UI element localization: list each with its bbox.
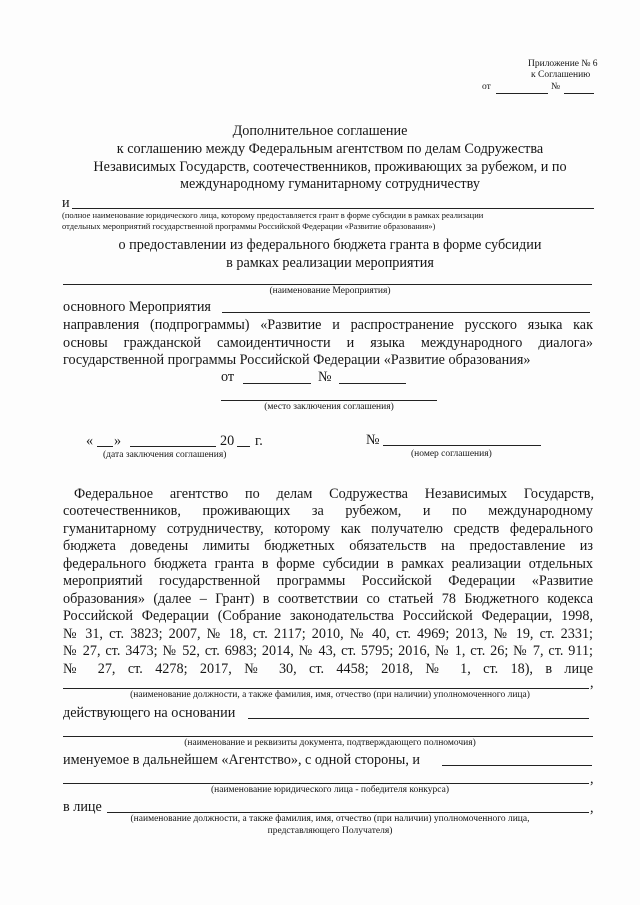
program-line-2: основы гражданской самоидентичности и языка международного диалога»: [63, 335, 593, 351]
program-line-1: направления (подпрограммы) «Развитие и распространение русского языка как: [63, 317, 593, 333]
title-line-4: международному гуманитарному сотрудничеству: [180, 176, 480, 192]
and-label: и: [62, 195, 70, 211]
body-line-1: Федеральное агентство по делам Содружества Независимых Государств,: [74, 486, 594, 502]
no-label: №: [318, 369, 332, 385]
body-line-7: образования» (далее – Грант) в соответствии со статьей 78 Бюджетного кодекса: [63, 591, 593, 607]
annex-line-1: Приложение № 6: [528, 59, 598, 69]
in-person-label: в лице: [63, 799, 102, 815]
official-comma: ,: [590, 675, 594, 691]
official-line: [63, 688, 589, 689]
annex-number-label: №: [551, 82, 561, 92]
event-name-line: [63, 284, 592, 285]
annex-from-label: от: [482, 82, 491, 92]
no-number-line: [339, 383, 406, 384]
representative-line: [107, 812, 589, 813]
title-line-3: Независимых Государств, соотечественников, проживающих за рубежом, и по: [93, 159, 567, 175]
winner-comma: ,: [590, 771, 594, 787]
body-line-4: бюджета доведены лимиты бюджетных обязательств на предоставление из: [63, 538, 593, 554]
agreement-no-label: №: [366, 432, 380, 448]
date-quote-close: »: [114, 433, 122, 449]
body-line-10: № 27, ст. 3473; № 52, ст. 6983; 2014, № 43, ст. 5795; 2016, № 1, ст. 26; № 7, ст. 911;: [63, 643, 593, 659]
winner-line: [63, 783, 589, 784]
main-event-label: основного Мероприятия: [63, 299, 211, 315]
date-day-line: [97, 446, 113, 447]
body-line-11: № 27, ст. 4278; 2017, № 30, ст. 4458; 2018, № 1, ст. 18), в лице: [63, 661, 593, 677]
annex-date-line: [496, 93, 548, 94]
body-line-9: № 31, ст. 3823; 2007, № 18, ст. 2117; 2010, № 40, ст. 4969; 2013, № 19, ст. 2331;: [63, 626, 593, 642]
representative-comma: ,: [590, 800, 594, 816]
grantee-note-1: (полное наименование юридического лица, которому предоставляется грант в форме субсидии в рамках реализации: [62, 210, 484, 220]
representative-note-2: представляющего Получателя): [267, 826, 393, 836]
place-note: (место заключения соглашения): [264, 402, 394, 412]
date-year: 20: [220, 433, 235, 449]
date-year-suffix: г.: [255, 433, 263, 449]
body-line-5: федерального бюджета гранта в форме субсидии в рамках реализации отдельных: [63, 556, 593, 572]
agreement-no-line: [383, 445, 541, 446]
named-label: именуемое в дальнейшем «Агентство», с одной стороны, и: [63, 752, 421, 768]
body-line-6: мероприятий государственной программы Российской Федерации «Развитие: [63, 573, 593, 589]
date-quote-open: «: [86, 433, 94, 449]
title-line-2: к соглашению между Федеральным агентством по делам Содружества: [116, 141, 544, 157]
place-line: [221, 400, 437, 401]
from-date-line: [243, 383, 311, 384]
named-line: [442, 765, 592, 766]
event-name-note: (наименование Мероприятия): [269, 286, 391, 296]
main-event-line: [222, 312, 590, 313]
body-line-3: гуманитарному сотрудничеству, которому как получателю средств федерального: [63, 521, 593, 537]
from-label: от: [221, 369, 235, 385]
grantee-name-line: [72, 208, 594, 209]
date-note: (дата заключения соглашения): [103, 450, 227, 460]
document-note: (наименование и реквизиты документа, подтверждающего полномочия): [184, 738, 476, 748]
acting-basis-label: действующего на основании: [63, 705, 236, 721]
date-year-line: [237, 446, 250, 447]
body-line-8: Российской Федерации (Собрание законодательства Российской Федерации, 1998,: [63, 608, 593, 624]
document-line: [63, 736, 593, 737]
agreement-no-note: (номер соглашения): [411, 449, 492, 459]
body-line-2: соотечественников, проживающих за рубежом, и по международному: [63, 503, 593, 519]
title-line-6: в рамках реализации мероприятия: [226, 255, 434, 271]
title-line-5: о предоставлении из федерального бюджета гранта в форме субсидии: [118, 237, 542, 253]
acting-basis-line: [248, 718, 589, 719]
official-note: (наименование должности, а также фамилия, имя, отчество (при наличии) уполномоченного лица): [130, 690, 530, 700]
date-month-line: [130, 446, 216, 447]
representative-note-1: (наименование должности, а также фамилия, имя, отчество (при наличии) уполномоченного лица,: [130, 814, 530, 824]
winner-note: (наименование юридического лица - победителя конкурса): [210, 785, 449, 795]
program-line-3: государственной программы Российской Федерации «Развитие образования»: [63, 352, 531, 368]
title-line-1: Дополнительное соглашение: [232, 123, 408, 139]
annex-line-2: к Соглашению: [531, 70, 591, 80]
annex-number-line: [564, 93, 594, 94]
grantee-note-2: отдельных мероприятий государственной программы Российской Федерации «Развитие образования»): [62, 221, 436, 231]
